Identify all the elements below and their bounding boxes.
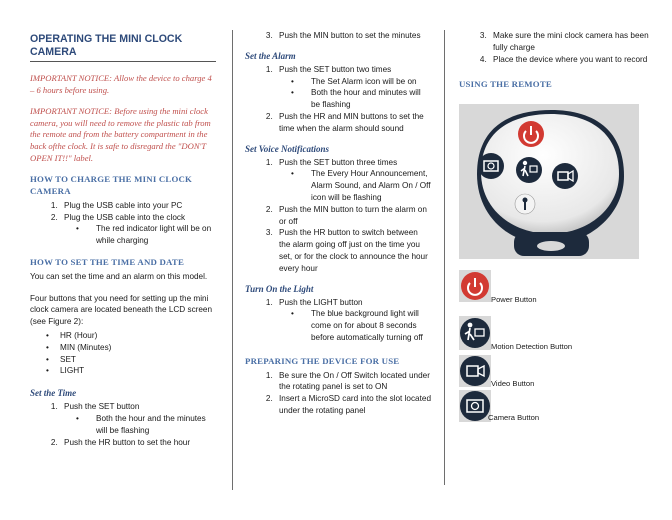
set-time-step: 2. Push the HR button to set the hour bbox=[60, 437, 216, 449]
voice-step: 2. Push the MIN button to turn the alarm on or off bbox=[275, 204, 431, 228]
alarm-steps bbox=[245, 64, 431, 135]
heading-prepare: PREPARING THE DEVICE FOR USE bbox=[245, 355, 400, 366]
column-3 bbox=[459, 30, 649, 93]
heading-light: Turn On the Light bbox=[245, 283, 314, 294]
legend-motion bbox=[459, 316, 659, 350]
remote-illustration bbox=[459, 104, 639, 259]
power-icon bbox=[459, 270, 491, 302]
list-item: • LIGHT bbox=[60, 365, 216, 377]
heading-charge: HOW TO CHARGE THE MINI CLOCK CAMERA bbox=[30, 174, 193, 196]
buttons-list bbox=[30, 330, 216, 377]
heading-time-date: HOW TO SET THE TIME AND DATE bbox=[30, 256, 185, 267]
charge-step: 2. Plug the USB cable into the clock • The red indicator light will be on while charging bbox=[60, 212, 216, 247]
set-time-steps-cont bbox=[245, 30, 431, 42]
prep-steps-cont bbox=[459, 30, 649, 65]
prep-step: 4. Place the device where you want to record bbox=[489, 54, 649, 66]
set-time-bullet: • Both the hour and the minutes will be flashing bbox=[92, 413, 216, 437]
voice-step: 1. Push the SET button three times • The Every Hour Announcement, Alarm Sound, and Alarm On / Off icon will be flashing bbox=[275, 157, 431, 204]
alarm-bullet: • Both the hour and minutes will be flashing bbox=[307, 87, 431, 111]
list-item: • SET bbox=[60, 354, 216, 366]
charge-steps bbox=[30, 200, 216, 247]
column-divider bbox=[444, 30, 445, 485]
voice-steps bbox=[245, 157, 431, 275]
time-para-2: Four buttons that you need for setting up the mini clock camera are located beneath the LCD screen (see Figure 2): bbox=[30, 293, 213, 327]
column-1 bbox=[30, 33, 216, 448]
notice-plastic-tab: IMPORTANT NOTICE: Before using the mini clock camera, you will need to remove the plastic tab from the remote and from the battery compartment in the back ofthe clock. It is safe to disregard the "DON'T OPEN IT!!" label. bbox=[30, 106, 211, 163]
page-title: OPERATING THE MINI CLOCK CAMERA bbox=[30, 33, 216, 62]
set-time-step: 1. Push the SET button • Both the hour and the minutes will be flashing bbox=[60, 401, 216, 436]
camera-button-label: Camera Button bbox=[488, 413, 540, 422]
video-button-remote bbox=[552, 163, 578, 189]
indicator-remote bbox=[515, 194, 535, 214]
heading-voice: Set Voice Notifications bbox=[245, 143, 329, 154]
legend-power bbox=[459, 270, 659, 304]
alarm-step: 1. Push the SET button two times • The Set Alarm icon will be on • Both the hour and minutes will be flashing bbox=[275, 64, 431, 111]
prep-step: 1. Be sure the On / Off Switch located under the rotating panel is set to ON bbox=[275, 370, 431, 394]
heading-set-alarm: Set the Alarm bbox=[245, 50, 296, 61]
voice-bullet: • The Every Hour Announcement, Alarm Sound, and Alarm On / Off icon will be flashing bbox=[307, 168, 431, 203]
charge-step: 1. Plug the USB cable into your PC bbox=[60, 200, 216, 212]
motion-detection-label: Motion Detection Button bbox=[491, 342, 573, 351]
legend-camera bbox=[459, 390, 659, 424]
power-button-label: Power Button bbox=[491, 295, 537, 304]
light-bullet: • The blue background light will come on for about 8 seconds before automatically turning off bbox=[307, 308, 431, 343]
heading-remote: USING THE REMOTE bbox=[459, 79, 552, 90]
alarm-bullet: • The Set Alarm icon will be on bbox=[307, 76, 431, 88]
camera-icon bbox=[459, 390, 491, 422]
time-para-1: You can set the time and an alarm on this model. bbox=[30, 271, 208, 281]
charge-bullet: • The red indicator light will be on while charging bbox=[92, 223, 216, 247]
power-button-remote bbox=[518, 121, 544, 147]
column-2 bbox=[245, 30, 431, 417]
video-button-label: Video Button bbox=[491, 379, 535, 388]
voice-step: 3. Push the HR button to switch between the alarm going off just on the time you set, or for the clock to announce the hour every hour bbox=[275, 227, 431, 274]
notice-charge: IMPORTANT NOTICE: Allow the device to charge 4 – 6 hours before using. bbox=[30, 73, 212, 95]
light-steps bbox=[245, 297, 431, 344]
camera-button-remote bbox=[478, 153, 504, 179]
legend-video bbox=[459, 355, 659, 389]
alarm-step: 2. Push the HR and MIN buttons to set the time when the alarm should sound bbox=[275, 111, 431, 135]
video-icon bbox=[459, 355, 491, 387]
prep-step: 3. Make sure the mini clock camera has been fully charge bbox=[489, 30, 649, 54]
motion-detection-icon bbox=[459, 316, 491, 350]
prep-step: 2. Insert a MicroSD card into the slot located under the rotating panel bbox=[275, 393, 431, 417]
remote-image bbox=[459, 104, 639, 259]
set-time-steps bbox=[30, 401, 216, 448]
prep-steps bbox=[245, 370, 431, 417]
heading-set-time: Set the Time bbox=[30, 388, 77, 399]
motion-button-remote bbox=[516, 157, 542, 183]
list-item: • MIN (Minutes) bbox=[60, 342, 216, 354]
column-divider bbox=[232, 30, 233, 490]
light-step: 1. Push the LIGHT button • The blue background light will come on for about 8 seconds before automatically turning off bbox=[275, 297, 431, 344]
list-item: • HR (Hour) bbox=[60, 330, 216, 342]
set-time-step: 3. Push the MIN button to set the minutes bbox=[275, 30, 431, 42]
